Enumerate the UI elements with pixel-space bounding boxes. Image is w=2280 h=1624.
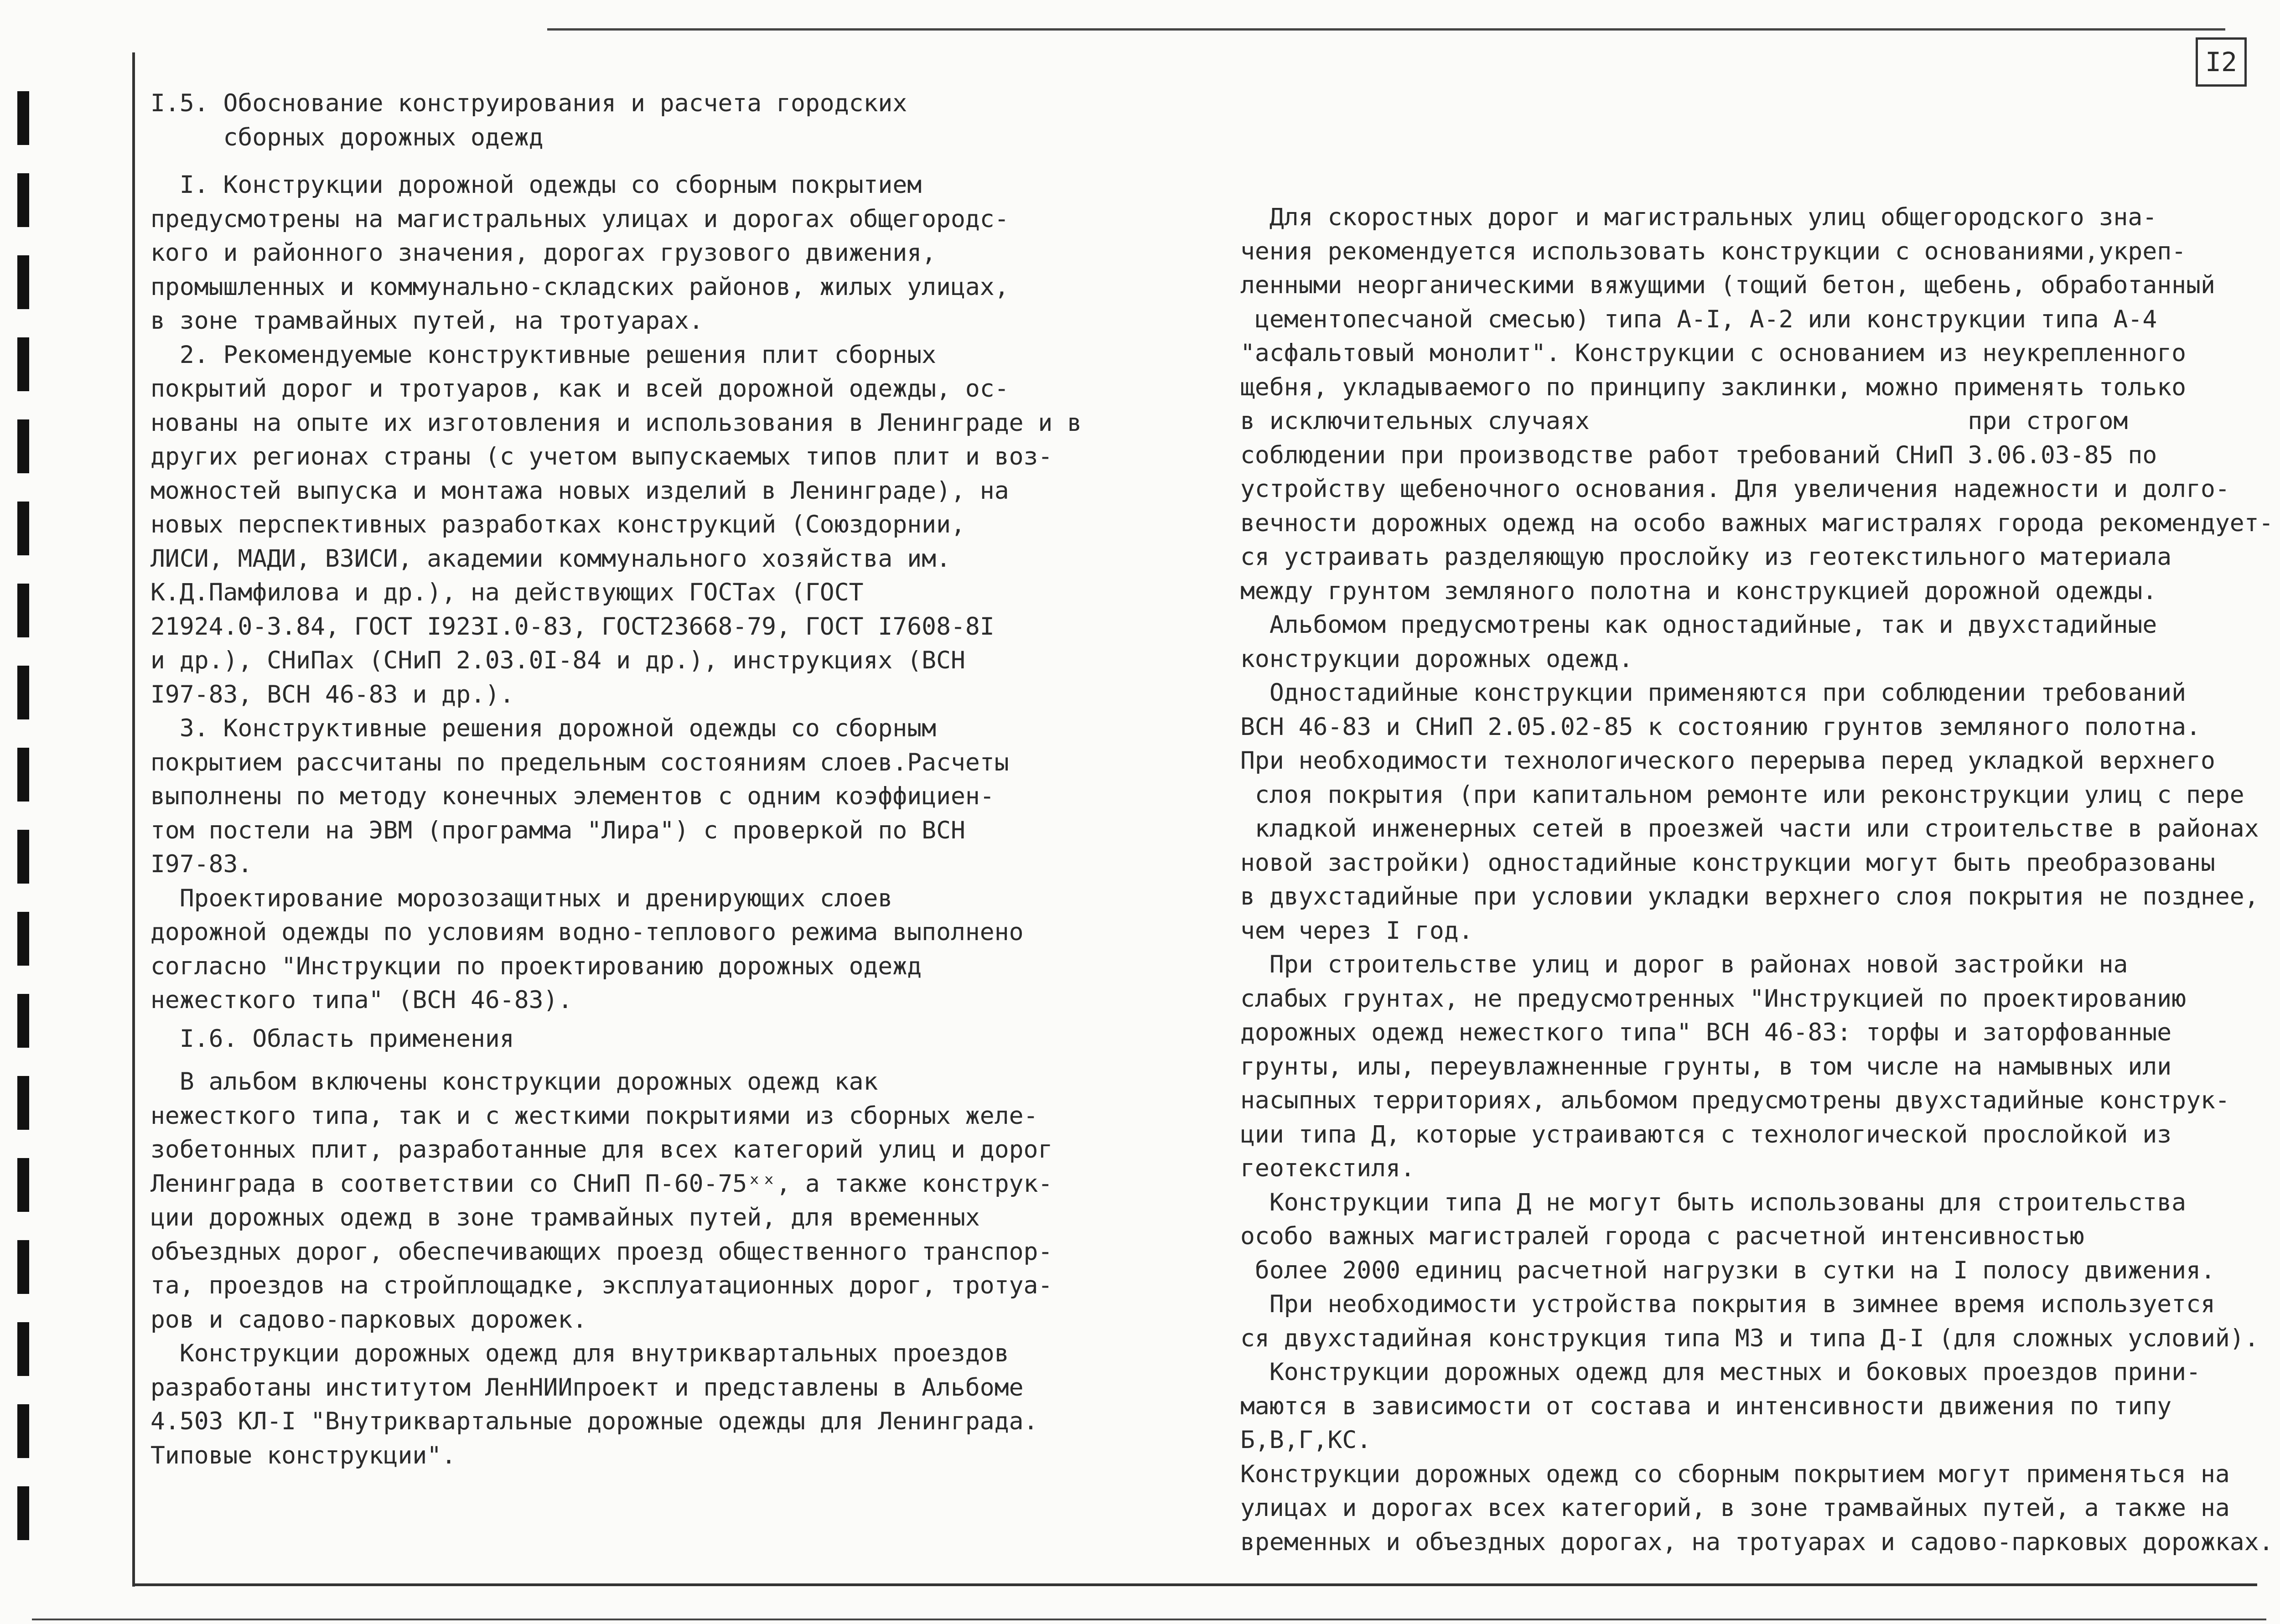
right-text-line: новой застройки) одностадийные конструкции могут быть преобразованы (1240, 848, 2215, 877)
left-text-line: ЛИСИ, МАДИ, ВЗИСИ, академии коммунального хозяйства им. (150, 544, 951, 573)
binding-hole-mark (17, 1240, 29, 1294)
right-text-line: слоя покрытия (при капитальном ремонте или реконструкции улиц с пере (1240, 781, 2244, 809)
section-1-6-text-line: нежесткого типа, так и с жесткими покрытиями из сборных желе- (150, 1102, 1038, 1130)
left-text-line: кого и районного значения, дорогах грузового движения, (150, 239, 937, 267)
section-1-6-text-line: 4.503 КЛ-I "Внутриквартальные дорожные одежды для Ленинграда. (150, 1407, 1038, 1435)
left-text-line: 2. Рекомендуемые конструктивные решения плит сборных (150, 341, 937, 369)
right-text-line: дорожных одежд нежесткого типа" ВСН 46-83: торфы и заторфованные (1240, 1019, 2172, 1046)
right-text-line: между грунтом земляного полотна и конструкцией дорожной одежды. (1240, 577, 2157, 605)
right-text-line: в двухстадийные при условии укладки верхнего слоя покрытия не позднее, (1240, 883, 2259, 910)
right-text-line: "асфальтовый монолит". Конструкции с основанием из неукрепленного (1240, 339, 2187, 367)
binding-hole-mark (17, 502, 29, 555)
section-1-5-title-line-1: I.5. Обоснование конструирования и расчета городских (150, 89, 907, 117)
binding-hole-mark (17, 584, 29, 637)
frame-bottom-border (132, 1583, 2257, 1586)
binding-hole-mark (17, 748, 29, 802)
binding-hole-mark (17, 1404, 29, 1458)
binding-hole-mark (17, 1322, 29, 1376)
section-1-6-text-line: зобетонных плит, разработанные для всех категорий улиц и дорог (150, 1136, 1053, 1164)
right-text-line: улицах и дорогах всех категорий, в зоне трамвайных путей, а также на (1240, 1494, 2230, 1522)
right-text-line: конструкции дорожных одежд. (1240, 645, 1633, 673)
left-text-line: дорожной одежды по условиям водно-теплового режима выполнено (150, 918, 1024, 946)
section-1-5-title-line-2: сборных дорожных одежд (150, 123, 544, 151)
frame-top-rule (547, 28, 2225, 31)
right-text-line: слабых грунтах, не предусмотренных "Инструкцией по проектированию (1240, 984, 2187, 1013)
section-1-6-text-line: объездных дорог, обеспечивающих проезд общественного транспор- (150, 1237, 1053, 1266)
left-text-line: I97-83. (150, 850, 253, 878)
right-text-line: вечности дорожных одежд на особо важных магистралях города рекомендует- (1240, 509, 2274, 537)
left-text-line: нованы на опыте их изготовления и использования в Ленинграде и в (150, 409, 1082, 437)
left-text-line: том постели на ЭВМ (программа "Лира") с проверкой по ВСН (150, 816, 965, 844)
binding-hole-mark (17, 91, 29, 145)
left-text-line: промышленных и коммунально-складских районов, жилых улицах, (150, 273, 1009, 301)
left-text-line: I. Конструкции дорожной одежды со сборным покрытием (150, 171, 922, 199)
right-text-line: грунты, илы, переувлажненные грунты, в том числе на намывных или (1240, 1052, 2172, 1081)
left-text-line: I97-83, ВСН 46-83 и др.). (150, 680, 514, 709)
left-text-line: в зоне трамвайных путей, на тротуарах. (150, 307, 704, 335)
section-1-6-text-line: ции дорожных одежд в зоне трамвайных путей, для временных (150, 1204, 980, 1231)
left-text-line: 21924.0-3.84, ГОСТ I923I.0-83, ГОСТ23668-79, ГОСТ I7608-8I (150, 612, 995, 641)
right-text-line: При необходимости устройства покрытия в зимнее время используется (1240, 1290, 2215, 1318)
right-text-line: ленными неорганическими вяжущими (тощий бетон, щебень, обработанный (1240, 271, 2215, 299)
binding-hole-mark (17, 830, 29, 884)
right-text-line: кладкой инженерных сетей в проезжей части или строительстве в районах (1240, 815, 2259, 843)
left-column (150, 87, 1108, 1473)
left-text-line: предусмотрены на магистральных улицах и дорогах общегородс- (150, 205, 1009, 233)
right-text-line: устройству щебеночного основания. Для увеличения надежности и долго- (1240, 475, 2230, 503)
left-text-line: выполнены по методу конечных элементов с одним коэффициен- (150, 782, 995, 810)
right-text-line: ся двухстадийная конструкция типа МЗ и типа Д-I (для сложных условий). (1240, 1324, 2259, 1352)
binding-marks (17, 91, 31, 1596)
right-text-line: Для скоростных дорог и магистральных улиц общегородского зна- (1240, 203, 2157, 231)
section-1-6-title: I.6. Область применения (150, 1024, 514, 1053)
right-text-line: щебня, укладываемого по принципу заклинки, можно применять только (1240, 373, 2187, 401)
section-1-6-text-line: Конструкции дорожных одежд для внутриквартальных проездов (150, 1340, 1009, 1367)
right-text-line: Б,В,Г,КС. (1240, 1426, 1372, 1454)
left-text-line: можностей выпуска и монтажа новых изделий в Ленинграде), на (150, 476, 1009, 505)
right-body (1240, 201, 2274, 1559)
right-text-line: Конструкции дорожных одежд со сборным покрытием могут применяться на (1240, 1460, 2230, 1488)
section-1-6-text-line: разработаны институтом ЛенНИИпроект и представлены в Альбоме (150, 1373, 1024, 1402)
binding-hole-mark (17, 173, 29, 227)
frame-left-border (132, 52, 135, 1587)
binding-hole-mark (17, 419, 29, 473)
binding-hole-mark (17, 666, 29, 719)
section-1-6-text-line: та, проездов на стройплощадке, эксплуатационных дорог, тротуа- (150, 1272, 1053, 1299)
left-text-line: и др.), СНиПах (СНиП 2.03.0I-84 и др.), инструкциях (ВСН (150, 646, 965, 674)
left-text-line: покрытий дорог и тротуаров, как и всей дорожной одежды, ос- (150, 375, 1009, 403)
left-text-line: новых перспективных разработках конструкций (Союздорнии, (150, 511, 965, 538)
binding-hole-mark (17, 1076, 29, 1130)
right-text-line: При строительстве улиц и дорог в районах новой застройки на (1240, 951, 2128, 978)
section-1-6-text-line: ров и садово-парковых дорожек. (150, 1305, 587, 1334)
binding-hole-mark (17, 337, 29, 391)
right-text-line: ся устраивать разделяющую прослойку из геотекстильного материала (1240, 543, 2172, 571)
right-text-line: более 2000 единиц расчетной нагрузки в сутки на I полосу движения. (1240, 1256, 2215, 1284)
binding-hole-mark (17, 255, 29, 309)
right-text-line: ции типа Д, которые устраиваются с технологической прослойкой из (1240, 1120, 2172, 1148)
section-1-6-body (150, 1065, 1108, 1473)
right-text-line: насыпных территориях, альбомом предусмотрены двухстадийные конструк- (1240, 1086, 2230, 1114)
left-paragraphs (150, 168, 1108, 1018)
section-1-6-text-line: В альбом включены конструкции дорожных одежд как (150, 1068, 878, 1096)
section-1-6-text-line: Типовые конструкции". (150, 1441, 456, 1469)
right-text-line: Альбомом предусмотрены как одностадийные, так и двухстадийные (1240, 611, 2157, 639)
right-text-line: в исключительных случаях при строгом (1240, 407, 2128, 435)
binding-hole-mark (17, 1486, 29, 1540)
left-text-line: К.Д.Памфилова и др.), на действующих ГОСТах (ГОСТ (150, 579, 864, 606)
section-1-6-text-line: Ленинграда в соответствии со СНиП П-60-75ˣˣ, а также конструк- (150, 1169, 1053, 1198)
left-text-line: покрытием рассчитаны по предельным состояниям слоев.Расчеты (150, 748, 1009, 776)
left-text-line: согласно "Инструкции по проектированию дорожных одежд (150, 952, 922, 980)
right-text-line: ВСН 46-83 и СНиП 2.05.02-85 к состоянию грунтов земляного полотна. (1240, 713, 2201, 741)
right-text-line: цементопесчаной смесью) типа А-I, А-2 или конструкции типа А-4 (1240, 305, 2157, 333)
page-bottom-line (32, 1619, 2266, 1620)
right-text-line: особо важных магистралей города с расчетной интенсивностью (1240, 1222, 2084, 1250)
binding-hole-mark (17, 1158, 29, 1212)
page-number: I2 (2196, 37, 2247, 87)
right-text-line: соблюдении при производстве работ требований СНиП 3.06.03-85 по (1240, 441, 2157, 469)
right-text-line: Одностадийные конструкции применяются при соблюдении требований (1240, 679, 2187, 707)
right-column (1240, 201, 2274, 1559)
right-text-line: Конструкции типа Д не могут быть использованы для строительства (1240, 1188, 2187, 1216)
right-text-line: При необходимости технологического перерыва перед укладкой верхнего (1240, 747, 2215, 775)
right-text-line: чения рекомендуется использовать конструкции с основаниями,укреп- (1240, 237, 2187, 265)
right-text-line: чем через I год. (1240, 916, 1473, 945)
left-text-line: других регионах страны (с учетом выпускаемых типов плит и воз- (150, 443, 1053, 471)
right-text-line: маются в зависимости от состава и интенсивности движения по типу (1240, 1392, 2172, 1420)
right-text-line: временных и объездных дорогах, на тротуарах и садово-парковых дорожках. (1240, 1528, 2274, 1556)
left-text-line: Проектирование морозозащитных и дренирующих слоев (150, 884, 893, 912)
left-text-line: нежесткого типа" (ВСН 46-83). (150, 986, 573, 1014)
right-text-line: Конструкции дорожных одежд для местных и боковых проездов прини- (1240, 1358, 2201, 1386)
binding-hole-mark (17, 994, 29, 1048)
binding-hole-mark (17, 912, 29, 966)
left-text-line: 3. Конструктивные решения дорожной одежды со сборным (150, 714, 937, 742)
right-text-line: геотекстиля. (1240, 1154, 1415, 1182)
